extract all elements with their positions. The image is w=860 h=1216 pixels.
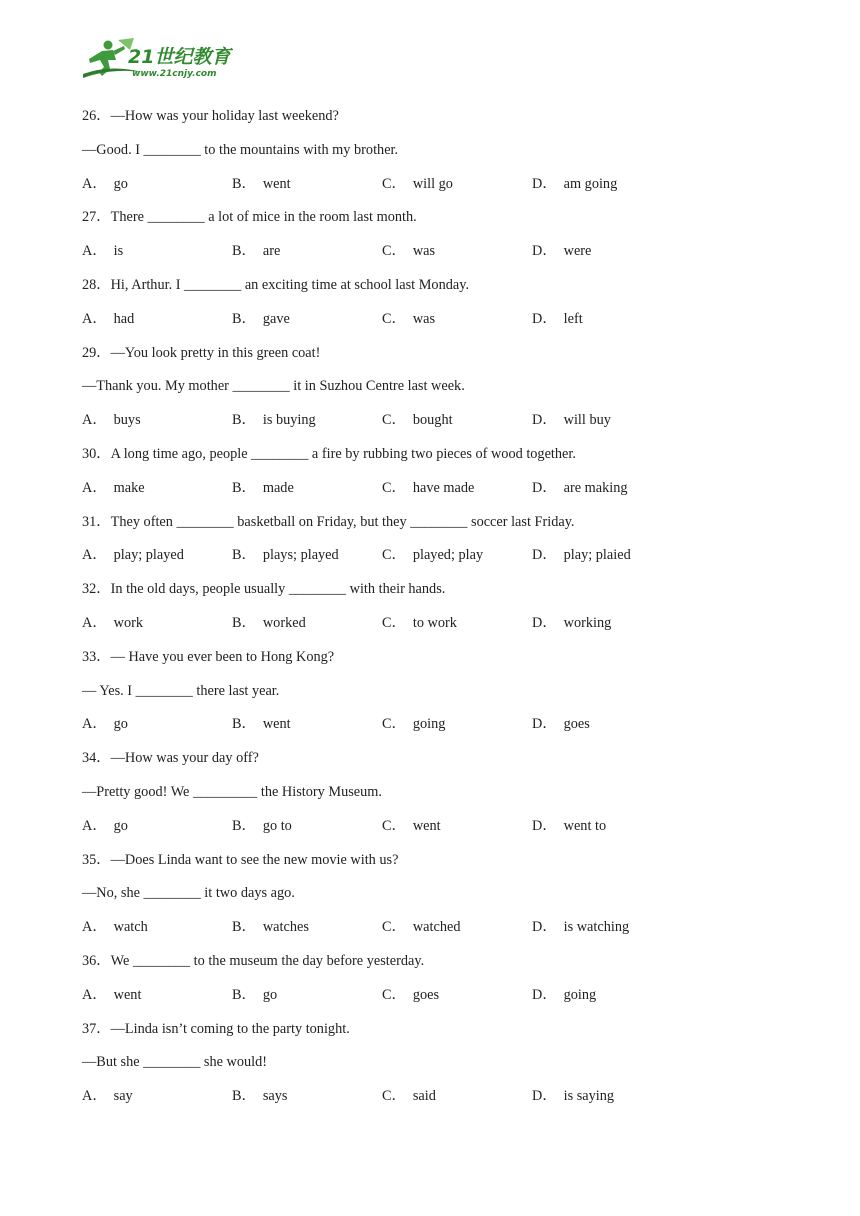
option-letter: A．: [82, 310, 107, 327]
option-letter: B．: [232, 919, 256, 936]
option-text: bought: [412, 412, 453, 429]
answer-options: [82, 478, 802, 512]
logo-brand-text: 21世纪教育: [128, 46, 231, 68]
option-text: was: [412, 310, 436, 327]
option-letter: C．: [382, 479, 406, 496]
answer-option: [232, 545, 382, 579]
answer-options: [82, 545, 802, 579]
answer-option: [82, 241, 232, 275]
option-letter: A．: [82, 479, 107, 496]
question-dialogue-line: —But she ________ she would!: [82, 1054, 268, 1071]
option-letter: C．: [382, 547, 406, 564]
option-letter: B．: [232, 547, 256, 564]
option-text: going: [563, 986, 597, 1003]
answer-options: [82, 917, 802, 951]
option-letter: B．: [232, 614, 256, 631]
question-dialogue-line: —No, she ________ it two days ago.: [82, 885, 295, 902]
option-text: went: [262, 716, 291, 733]
answer-option: [382, 613, 532, 647]
option-letter: C．: [382, 175, 406, 192]
option-text: buys: [113, 412, 141, 429]
answer-option: [532, 613, 682, 647]
answer-option: [382, 816, 532, 850]
answer-option: [232, 985, 382, 1019]
option-letter: A．: [82, 614, 107, 631]
question-text: 31．They often ________ basketball on Friday, but they ________ soccer last Friday.: [82, 513, 575, 530]
option-letter: D．: [532, 547, 557, 564]
answer-option: [232, 917, 382, 951]
option-letter: A．: [82, 547, 107, 564]
option-text: are: [262, 243, 281, 260]
question-dialogue-line: —Good. I ________ to the mountains with my brother.: [82, 141, 399, 158]
option-letter: D．: [532, 1088, 557, 1105]
option-text: played; play: [412, 547, 484, 564]
answer-option: [382, 309, 532, 343]
answer-option: [382, 241, 532, 275]
option-letter: B．: [232, 1088, 256, 1105]
option-text: was: [412, 243, 436, 260]
option-text: had: [113, 310, 135, 327]
option-text: have made: [412, 479, 475, 496]
option-letter: B．: [232, 716, 256, 733]
option-text: will buy: [563, 412, 611, 429]
answer-options: [82, 816, 802, 850]
option-text: plays; played: [262, 547, 339, 564]
option-text: went: [412, 817, 441, 834]
answer-option: [532, 917, 682, 951]
answer-option: [82, 1086, 232, 1120]
option-letter: A．: [82, 175, 107, 192]
answer-option: [532, 545, 682, 579]
option-letter: A．: [82, 919, 107, 936]
option-letter: A．: [82, 817, 107, 834]
option-letter: B．: [232, 412, 256, 429]
answer-option: [232, 1086, 382, 1120]
answer-options: [82, 410, 802, 444]
option-letter: B．: [232, 310, 256, 327]
answer-option: [532, 714, 682, 748]
option-text: made: [262, 479, 294, 496]
answer-option: [532, 410, 682, 444]
answer-option: [82, 816, 232, 850]
answer-option: [532, 1086, 682, 1120]
option-text: says: [262, 1088, 288, 1105]
answer-option: [532, 241, 682, 275]
answer-option: [532, 174, 682, 208]
question-text: 32．In the old days, people usually ________ with their hands.: [82, 581, 446, 598]
option-text: working: [563, 614, 612, 631]
question-text: 37．—Linda isn’t coming to the party tonight.: [82, 1020, 350, 1037]
option-letter: B．: [232, 986, 256, 1003]
option-letter: C．: [382, 243, 406, 260]
option-text: watches: [262, 919, 309, 936]
option-text: go to: [262, 817, 292, 834]
answer-option: [82, 613, 232, 647]
option-letter: D．: [532, 243, 557, 260]
option-letter: C．: [382, 1088, 406, 1105]
answer-option: [82, 309, 232, 343]
answer-option: [232, 241, 382, 275]
question-text: 29．—You look pretty in this green coat!: [82, 344, 321, 361]
option-text: said: [412, 1088, 436, 1105]
option-letter: D．: [532, 175, 557, 192]
question-dialogue-line: —Pretty good! We _________ the History Museum.: [82, 783, 382, 800]
option-text: play; played: [113, 547, 184, 564]
answer-options: [82, 985, 802, 1019]
option-text: went: [262, 175, 291, 192]
answer-option: [82, 545, 232, 579]
answer-option: [532, 985, 682, 1019]
option-text: gave: [262, 310, 290, 327]
answer-option: [82, 714, 232, 748]
option-text: make: [113, 479, 145, 496]
option-text: going: [412, 716, 446, 733]
option-letter: D．: [532, 986, 557, 1003]
option-text: is watching: [563, 919, 630, 936]
logo-url-text: www.21cnjy.com: [132, 69, 217, 79]
answer-option: [232, 478, 382, 512]
question-list: [82, 106, 802, 1120]
option-letter: C．: [382, 614, 406, 631]
option-text: is saying: [563, 1088, 615, 1105]
answer-option: [232, 816, 382, 850]
option-letter: B．: [232, 243, 256, 260]
answer-option: [382, 985, 532, 1019]
answer-option: [382, 174, 532, 208]
answer-option: [382, 410, 532, 444]
answer-options: [82, 714, 802, 748]
option-text: go: [262, 986, 278, 1003]
option-letter: A．: [82, 243, 107, 260]
answer-option: [532, 478, 682, 512]
option-text: to work: [412, 614, 457, 631]
answer-option: [232, 309, 382, 343]
option-text: went to: [563, 817, 607, 834]
option-text: play; plaied: [563, 547, 631, 564]
answer-options: [82, 309, 802, 343]
option-letter: B．: [232, 479, 256, 496]
question-text: 35．—Does Linda want to see the new movie with us?: [82, 851, 399, 868]
answer-option: [82, 985, 232, 1019]
option-text: left: [563, 310, 583, 327]
option-letter: C．: [382, 412, 406, 429]
option-letter: C．: [382, 986, 406, 1003]
option-text: say: [113, 1088, 133, 1105]
answer-option: [382, 545, 532, 579]
option-text: is: [113, 243, 124, 260]
option-letter: C．: [382, 919, 406, 936]
question-text: 34．—How was your day off?: [82, 750, 259, 767]
answer-option: [232, 613, 382, 647]
question-text: 30．A long time ago, people ________ a fire by rubbing two pieces of wood together.: [82, 445, 576, 462]
answer-option: [82, 917, 232, 951]
answer-option: [82, 174, 232, 208]
answer-option: [82, 410, 232, 444]
answer-option: [82, 478, 232, 512]
option-letter: D．: [532, 412, 557, 429]
option-text: is buying: [262, 412, 316, 429]
question-text: 33．— Have you ever been to Hong Kong?: [82, 648, 335, 665]
option-letter: C．: [382, 716, 406, 733]
option-letter: D．: [532, 919, 557, 936]
option-text: go: [113, 716, 128, 733]
option-text: will go: [412, 175, 453, 192]
question-text: 36．We ________ to the museum the day before yesterday.: [82, 952, 425, 969]
question-text: 27．There ________ a lot of mice in the room last month.: [82, 209, 417, 226]
option-letter: A．: [82, 412, 107, 429]
answer-options: [82, 174, 802, 208]
option-letter: C．: [382, 817, 406, 834]
option-text: went: [113, 986, 142, 1003]
option-text: were: [563, 243, 592, 260]
answer-option: [382, 917, 532, 951]
question-dialogue-line: — Yes. I ________ there last year.: [82, 682, 280, 699]
question-text: 28．Hi, Arthur. I ________ an exciting time at school last Monday.: [82, 276, 470, 293]
option-letter: D．: [532, 614, 557, 631]
option-letter: D．: [532, 310, 557, 327]
option-text: are making: [563, 479, 628, 496]
option-text: work: [113, 614, 144, 631]
answer-options: [82, 1086, 802, 1120]
option-letter: A．: [82, 986, 107, 1003]
option-text: watch: [113, 919, 148, 936]
answer-option: [232, 410, 382, 444]
option-letter: B．: [232, 817, 256, 834]
question-text: 26．—How was your holiday last weekend?: [82, 108, 339, 124]
answer-option: [382, 714, 532, 748]
option-letter: D．: [532, 479, 557, 496]
logo-graphic: [80, 36, 250, 82]
option-letter: A．: [82, 716, 107, 733]
question-dialogue-line: —Thank you. My mother ________ it in Suzhou Centre last week.: [82, 378, 465, 395]
answer-option: [532, 309, 682, 343]
option-letter: D．: [532, 716, 557, 733]
answer-option: [382, 478, 532, 512]
answer-option: [382, 1086, 532, 1120]
option-letter: C．: [382, 310, 406, 327]
option-text: watched: [412, 919, 461, 936]
answer-option: [232, 174, 382, 208]
option-text: goes: [563, 716, 590, 733]
option-letter: A．: [82, 1088, 107, 1105]
option-letter: B．: [232, 175, 256, 192]
option-text: go: [113, 817, 128, 834]
option-text: go: [113, 175, 128, 192]
answer-option: [232, 714, 382, 748]
answer-options: [82, 241, 802, 275]
answer-options: [82, 613, 802, 647]
site-logo: [80, 36, 250, 82]
option-text: am going: [563, 175, 618, 192]
option-letter: D．: [532, 817, 557, 834]
option-text: worked: [262, 614, 306, 631]
answer-option: [532, 816, 682, 850]
option-text: goes: [412, 986, 440, 1003]
